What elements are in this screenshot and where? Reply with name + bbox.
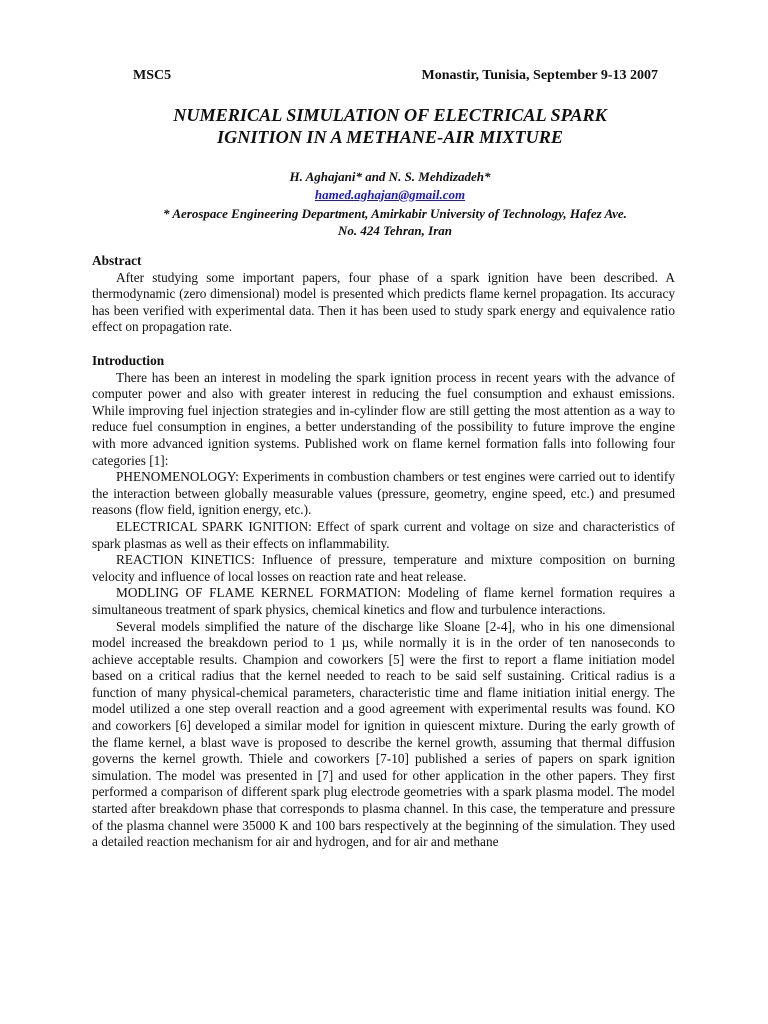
intro-paragraph: PHENOMENOLOGY: Experiments in combustion chambers or test engines were carried out to identify the interaction between globally measurable values (pressure, geometry, engine speed, etc.) and presumed reasons (flow field, ignition energy, etc.). <box>92 469 675 518</box>
affiliation-line-2: No. 424 Tehran, Iran <box>337 223 453 238</box>
paper-title <box>110 104 670 148</box>
intro-paragraph: ELECTRICAL SPARK IGNITION: Effect of spark current and voltage on size and characteristics of spark plasmas as well as their effects on inflammability. <box>92 518 675 551</box>
conference-code: MSC5 <box>133 68 172 83</box>
introduction-section <box>92 353 675 851</box>
email-link[interactable]: hamed.aghajan@gmail.com <box>314 187 466 202</box>
author-list: H. Aghajani* and N. S. Mehdizadeh* <box>289 169 491 184</box>
abstract-section <box>92 253 675 336</box>
abstract-heading: Abstract <box>92 253 142 268</box>
intro-paragraph: Several models simplified the nature of the discharge like Sloane [2-4], who in his one dimensional model increased the breakdown period to 1 µs, while normally it is in the order of ten nanoseconds to achieve acceptable results. Champion and coworkers [5] were the first to report a flame initiation model based on a critical radius that the kernel needed to reach to be said self sustaining. Critical radius is a function of many physical-chemical parameters, characteristic time and flame initiation initial energy. The model utilized a one step overall reaction and a good agreement with experimental results was found. KO and coworkers [6] developed a similar model for ignition in quiescent mixture. During the early growth of the flame kernel, a blast wave is proposed to describe the kernel growth, assuming that thermal diffusion governs the kernel growth. Thiele and coworkers [7-10] published a series of papers on spark ignition simulation. The model was presented in [7] and used for other application in the other papers. They first performed a comparison of different spark plug electrode geometries with a spark plasma model. The model started after breakdown phase that corresponds to plasma channel. In this case, the temperature and pressure of the plasma channel were 35000 K and 100 bars respectively at the beginning of the simulation. They used a detailed reaction mechanism for air and hydrogen, and for air and methane <box>92 618 675 850</box>
affiliation <box>100 205 690 239</box>
title-line-1: NUMERICAL SIMULATION OF ELECTRICAL SPARK <box>173 105 607 125</box>
abstract-text: After studying some important papers, four phase of a spark ignition have been described. A thermodynamic (zero dimensional) model is presented which predicts flame kernel propagation. Its accuracy has been verified with experimental data. Then it has been used to study spark energy and equivalence ratio effect on propagation rate. <box>92 269 675 335</box>
introduction-heading: Introduction <box>92 353 165 368</box>
conference-location-date: Monastir, Tunisia, September 9-13 2007 <box>421 68 658 83</box>
intro-paragraph: REACTION KINETICS: Influence of pressure, temperature and mixture composition on burning velocity and influence of local losses on reaction rate and heat release. <box>92 552 675 584</box>
affiliation-line-1: * Aerospace Engineering Department, Amirkabir University of Technology, Hafez Ave. <box>163 206 627 221</box>
intro-paragraph: There has been an interest in modeling the spark ignition process in recent years with the advance of computer power and also with greater interest in reducing the fuel consumption and exhaust emissions. While improving fuel injection strategies and in-cylinder flow are still getting the most attention as a way to reduce fuel consumption in engines, a better understanding of the possibility to future improve the engine with more advanced ignition systems. Published work on flame kernel formation falls into following four categories [1]: <box>92 369 675 468</box>
title-line-2: IGNITION IN A METHANE-AIR MIXTURE <box>217 127 563 147</box>
intro-paragraph: MODLING OF FLAME KERNEL FORMATION: Modeling of flame kernel formation requires a simultaneous treatment of spark physics, chemical kinetics and flow and turbulence interactions. <box>92 585 675 617</box>
author-email <box>100 187 680 203</box>
